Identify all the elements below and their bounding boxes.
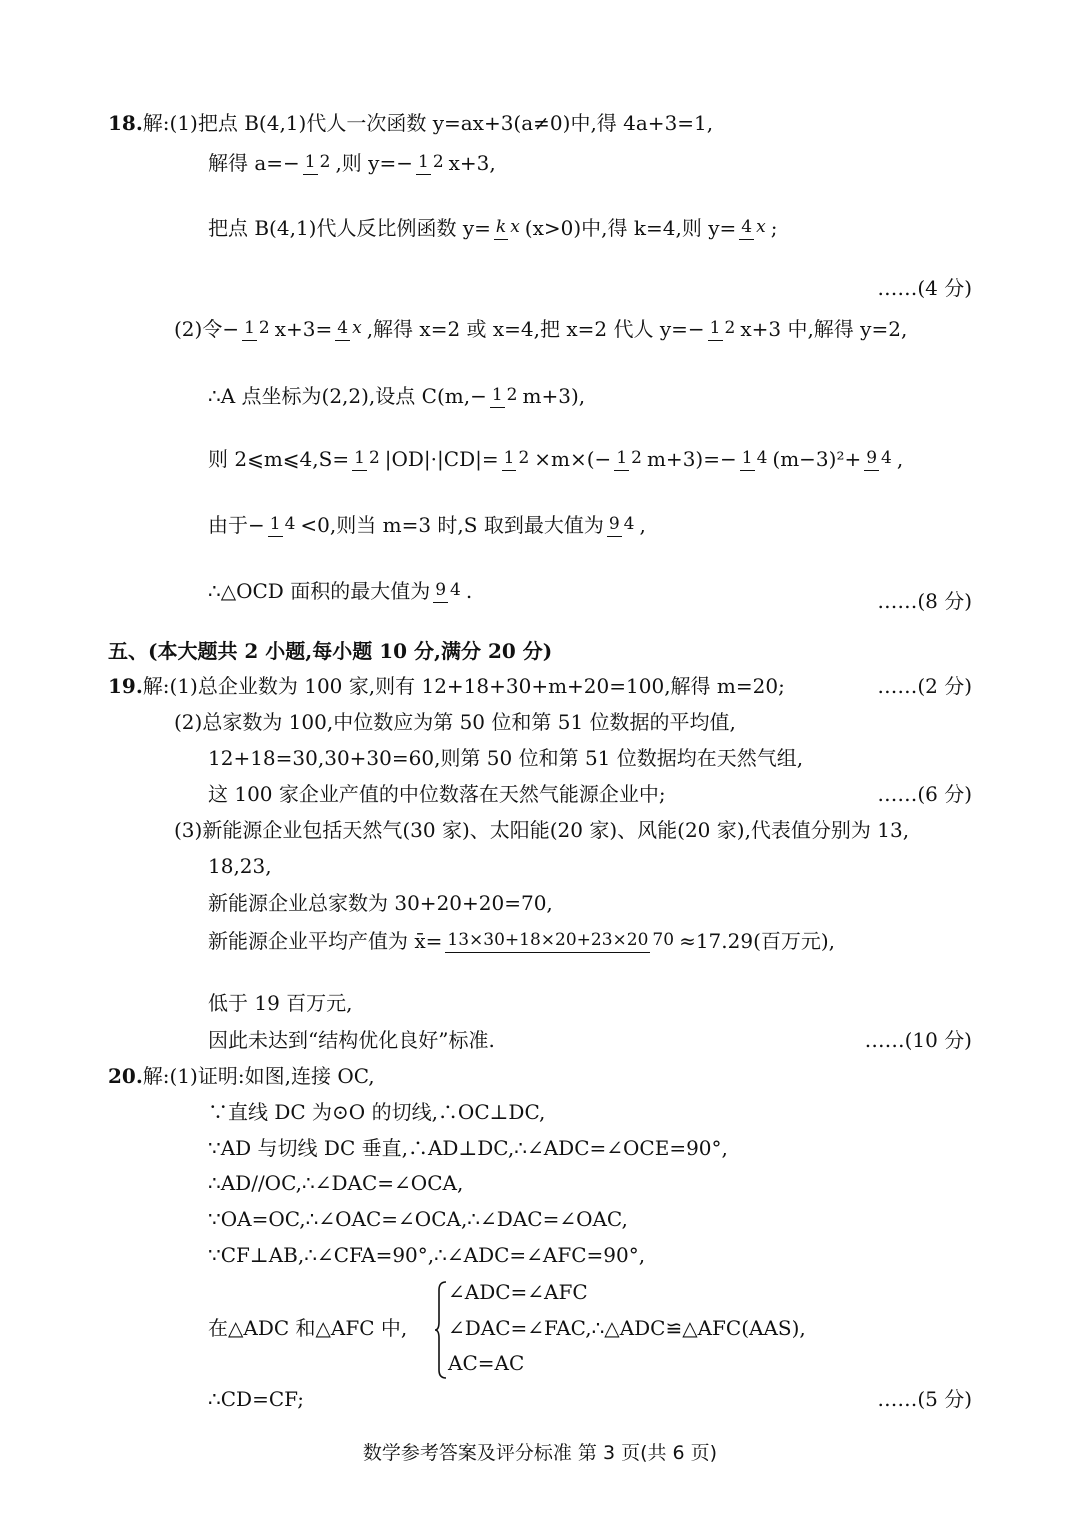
q18-number: 18. xyxy=(108,111,143,135)
q19-line-6: 18,23, xyxy=(208,854,272,878)
text: ,解得 x=2 或 x=4,把 x=2 代人 y=− xyxy=(366,317,705,342)
numerator: 9 xyxy=(864,449,879,471)
fraction xyxy=(416,152,446,175)
q20-line-8: ∴CD=CF; xyxy=(208,1387,305,1411)
text: 新能源企业平均产值为 x̄= xyxy=(208,929,443,954)
fraction xyxy=(242,318,272,341)
q18-line-6 xyxy=(208,448,903,471)
fraction xyxy=(268,514,298,537)
numerator: 1 xyxy=(268,515,283,537)
q19-score-2: ……(2 分) xyxy=(877,674,972,698)
q19-line-9: 低于 19 百万元, xyxy=(208,991,353,1015)
q19-number: 19. xyxy=(108,674,143,698)
section-heading: 五、(本大题共 2 小题,每小题 10 分,满分 20 分) xyxy=(108,639,553,663)
text: x+3, xyxy=(448,151,496,176)
system-line-2: ∠DAC=∠FAC,∴△ADC≌△AFC(AAS), xyxy=(448,1316,806,1340)
q19-score-10: ……(10 分) xyxy=(864,1028,972,1052)
q20-number: 20. xyxy=(108,1064,143,1088)
text: , xyxy=(896,447,904,472)
text: 解得 a=− xyxy=(208,151,300,176)
fraction xyxy=(352,448,382,471)
denominator: 2 xyxy=(432,152,444,172)
text: ; xyxy=(770,216,778,241)
text: 把点 B(4,1)代人反比例函数 y= xyxy=(208,216,491,241)
denominator: x xyxy=(510,217,520,237)
numerator: k xyxy=(494,218,508,240)
fraction xyxy=(607,514,637,537)
q18-score-8: ……(8 分) xyxy=(877,589,972,613)
denominator: 2 xyxy=(319,152,331,172)
q19-line-10: 因此未达到“结构优化良好”标准. xyxy=(208,1028,495,1052)
denominator: 4 xyxy=(881,448,892,468)
text: x+3= xyxy=(274,317,333,342)
fraction xyxy=(433,580,463,603)
numerator: 1 xyxy=(242,319,257,341)
q19-line-3: 12+18=30,30+30=60,则第 50 位和第 51 位数据均在天然气组, xyxy=(208,746,804,770)
q20-line-5: ∵OA=OC,∴∠OAC=∠OCA,∴∠DAC=∠OAC, xyxy=(208,1207,628,1231)
text: 解:(1)总企业数为 100 家,则有 12+18+30+m+20=100,解得 m=20; xyxy=(142,674,785,698)
q20-score-5: ……(5 分) xyxy=(877,1387,972,1411)
denominator: 4 xyxy=(284,514,296,534)
numerator: 4 xyxy=(739,218,754,240)
fraction xyxy=(708,318,738,341)
numerator: 1 xyxy=(614,449,629,471)
fraction xyxy=(502,448,532,471)
text: m+3)=− xyxy=(646,447,737,472)
q18-line-2 xyxy=(208,152,496,175)
text: 解:(1)证明:如图,连接 OC, xyxy=(142,1064,375,1088)
text: |OD|·|CD|= xyxy=(384,447,499,472)
text: (2)令− xyxy=(174,317,240,342)
denominator: 2 xyxy=(518,448,530,468)
denominator: 70 xyxy=(652,930,675,950)
q18-line-7 xyxy=(208,514,646,537)
q20-line-1 xyxy=(108,1066,375,1086)
q19-line-1 xyxy=(108,676,785,696)
page-footer: 数学参考答案及评分标准 第 3 页(共 6 页) xyxy=(362,1442,718,1464)
numerator: 1 xyxy=(303,153,318,175)
fraction xyxy=(740,448,770,471)
numerator: 1 xyxy=(352,449,367,471)
q20-line-7: 在△ADC 和△AFC 中, xyxy=(208,1316,408,1340)
q18-line-1 xyxy=(108,113,713,133)
text: ≈17.29(百万元), xyxy=(679,929,836,954)
q20-line-6: ∵CF⊥AB,∴∠CFA=90°,∴∠ADC=∠AFC=90°, xyxy=(208,1243,646,1267)
q18-line-5 xyxy=(208,385,585,408)
text: m+3), xyxy=(522,384,586,409)
denominator: 4 xyxy=(756,448,768,468)
numerator: 1 xyxy=(490,386,505,408)
q20-line-3: ∵AD 与切线 DC 垂直,∴AD⊥DC,∴∠ADC=∠OCE=90°, xyxy=(208,1136,728,1160)
text: ∴A 点坐标为(2,2),设点 C(m,− xyxy=(208,384,487,409)
text: ,则 y=− xyxy=(335,151,413,176)
system-line-1: ∠ADC=∠AFC xyxy=(448,1280,588,1304)
text: <0,则当 m=3 时,S 取到最大值为 xyxy=(300,513,604,538)
denominator: x xyxy=(756,217,766,237)
fraction xyxy=(303,152,333,175)
fraction xyxy=(864,448,894,471)
text: 则 2⩽m⩽4,S= xyxy=(208,447,350,472)
denominator: 2 xyxy=(368,448,380,468)
text: 由于− xyxy=(208,513,265,538)
text: (m−3)²+ xyxy=(772,447,862,472)
text: , xyxy=(639,513,646,538)
q18-text-1: 解:(1)把点 B(4,1)代人一次函数 y=ax+3(a≠0)中,得 4a+3=1, xyxy=(142,111,714,135)
denominator: 2 xyxy=(631,448,642,468)
q18-score-4: ……(4 分) xyxy=(877,276,972,300)
left-brace-icon xyxy=(434,1280,448,1380)
q18-line-8 xyxy=(208,580,472,603)
q20-line-4: ∴AD//OC,∴∠DAC=∠OCA, xyxy=(208,1171,464,1195)
q20-line-2: ∵直线 DC 为⊙O 的切线,∴OC⊥DC, xyxy=(208,1100,546,1124)
q19-score-6: ……(6 分) xyxy=(877,782,972,806)
denominator: 2 xyxy=(258,318,270,338)
denominator: x xyxy=(352,318,362,338)
text: ∴△OCD 面积的最大值为 xyxy=(208,579,431,604)
q18-line-3 xyxy=(208,217,777,240)
fraction xyxy=(614,448,644,471)
numerator: 13×30+18×20+23×20 xyxy=(445,931,650,953)
q19-line-4: 这 100 家企业产值的中位数落在天然气能源企业中; xyxy=(208,782,666,806)
text: x+3 中,解得 y=2, xyxy=(740,317,908,342)
text: (x>0)中,得 k=4,则 y= xyxy=(524,216,737,241)
fraction xyxy=(739,217,767,240)
numerator: 9 xyxy=(607,515,622,537)
numerator: 1 xyxy=(708,319,723,341)
denominator: 4 xyxy=(623,514,635,534)
fraction xyxy=(335,318,363,341)
numerator: 1 xyxy=(502,449,517,471)
text: . xyxy=(465,579,473,604)
text: ×m×(− xyxy=(534,447,612,472)
denominator: 2 xyxy=(506,385,518,405)
denominator: 2 xyxy=(724,318,736,338)
q19-line-5: (3)新能源企业包括天然气(30 家)、太阳能(20 家)、风能(20 家),代表值分别为 13, xyxy=(174,818,910,842)
q19-line-8 xyxy=(208,930,835,953)
fraction xyxy=(445,930,676,953)
q19-line-2: (2)总家数为 100,中位数应为第 50 位和第 51 位数据的平均值, xyxy=(174,710,736,734)
fraction xyxy=(494,217,522,240)
numerator: 1 xyxy=(740,449,755,471)
denominator: 4 xyxy=(450,580,461,600)
numerator: 4 xyxy=(335,319,350,341)
numerator: 1 xyxy=(416,153,431,175)
numerator: 9 xyxy=(433,581,448,603)
system-line-3: AC=AC xyxy=(448,1351,525,1375)
fraction xyxy=(490,385,520,408)
q18-line-4 xyxy=(174,318,907,341)
q19-line-7: 新能源企业总家数为 30+20+20=70, xyxy=(208,891,553,915)
